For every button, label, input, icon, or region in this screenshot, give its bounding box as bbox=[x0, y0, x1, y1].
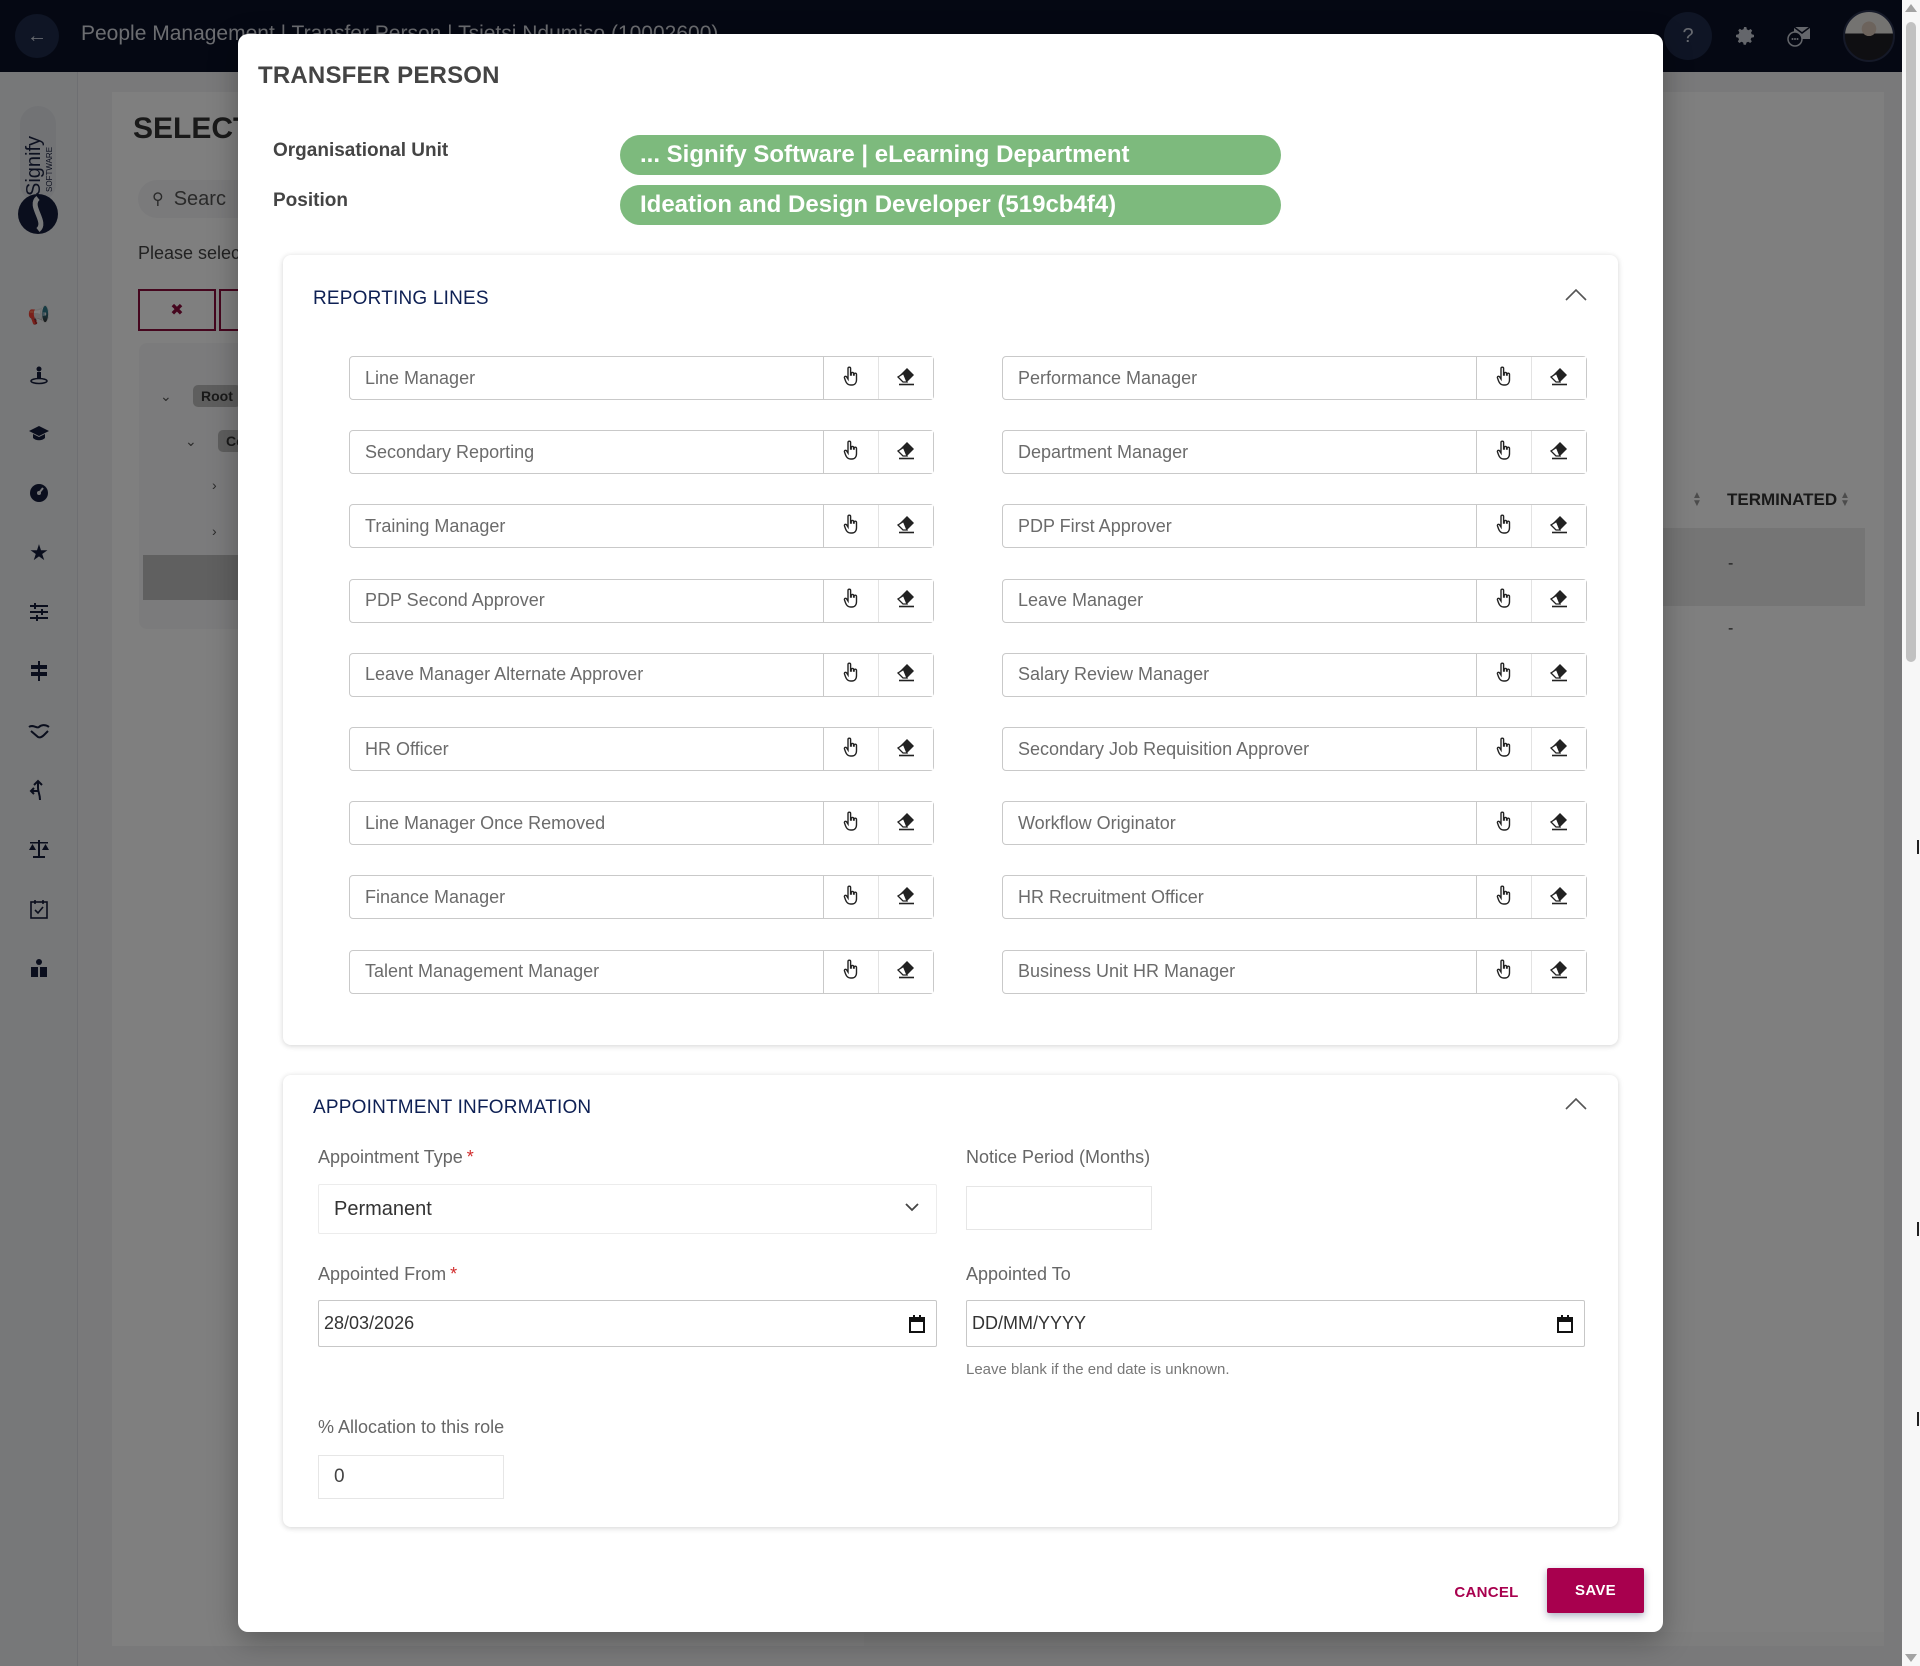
scroll-thumb[interactable] bbox=[1906, 22, 1916, 662]
eraser-icon bbox=[1548, 514, 1570, 539]
chevron-down-icon bbox=[904, 1202, 920, 1212]
appointment-info-card bbox=[283, 1075, 1618, 1527]
select-person-button[interactable] bbox=[1476, 802, 1531, 844]
appointment-type-label: Appointment Type * bbox=[318, 1147, 474, 1167]
reporting-line-field bbox=[349, 356, 934, 400]
select-person-button[interactable] bbox=[823, 357, 878, 399]
select-person-button[interactable] bbox=[1476, 431, 1531, 473]
eraser-icon bbox=[895, 885, 917, 910]
appointed-to-date-input[interactable]: DD/MM/YYYY bbox=[966, 1300, 1585, 1347]
reporting-line-input[interactable] bbox=[350, 505, 823, 547]
select-person-button[interactable] bbox=[823, 431, 878, 473]
appointment-info-title: APPOINTMENT INFORMATION bbox=[313, 1097, 592, 1118]
reporting-line-input[interactable] bbox=[1003, 951, 1476, 993]
appointed-to-help: Leave blank if the end date is unknown. bbox=[966, 1361, 1230, 1378]
reporting-line-field bbox=[1002, 727, 1587, 771]
clear-button[interactable] bbox=[878, 505, 933, 547]
select-person-button[interactable] bbox=[823, 654, 878, 696]
eraser-icon bbox=[895, 811, 917, 836]
clear-button[interactable] bbox=[1531, 431, 1586, 473]
reporting-line-field bbox=[349, 727, 934, 771]
clear-button[interactable] bbox=[878, 431, 933, 473]
appointment-info-collapse-button[interactable] bbox=[1562, 1090, 1590, 1118]
org-unit-value: ... Signify Software | eLearning Department bbox=[620, 135, 1281, 175]
reporting-line-field bbox=[1002, 801, 1587, 845]
cancel-button[interactable]: CANCEL bbox=[1437, 1570, 1536, 1614]
reporting-lines-card bbox=[283, 255, 1618, 1045]
clear-button[interactable] bbox=[878, 728, 933, 770]
allocation-label: % Allocation to this role bbox=[318, 1417, 505, 1437]
select-person-button[interactable] bbox=[1476, 876, 1531, 918]
clear-button[interactable] bbox=[878, 802, 933, 844]
chevron-up-icon bbox=[1565, 1098, 1587, 1110]
position-value: Ideation and Design Developer (519cb4f4) bbox=[620, 185, 1281, 225]
transfer-person-dialog bbox=[238, 34, 1663, 1632]
reporting-line-field bbox=[1002, 356, 1587, 400]
reporting-line-field bbox=[349, 504, 934, 548]
pointing-hand-icon bbox=[1496, 588, 1512, 613]
allocation-input[interactable] bbox=[318, 1455, 504, 1499]
reporting-line-input[interactable] bbox=[1003, 802, 1476, 844]
eraser-icon bbox=[895, 737, 917, 762]
select-person-button[interactable] bbox=[1476, 357, 1531, 399]
pointing-hand-icon bbox=[843, 885, 859, 910]
reporting-lines-collapse-button[interactable] bbox=[1562, 281, 1590, 309]
reporting-line-input[interactable] bbox=[350, 951, 823, 993]
appointed-to-label: Appointed To bbox=[966, 1264, 1071, 1284]
pointing-hand-icon bbox=[843, 811, 859, 836]
reporting-line-field bbox=[1002, 579, 1587, 623]
scroll-down-arrow-icon[interactable] bbox=[1905, 1654, 1917, 1662]
eraser-icon bbox=[895, 366, 917, 391]
calendar-icon[interactable] bbox=[908, 1314, 926, 1334]
reporting-line-input[interactable] bbox=[1003, 876, 1476, 918]
clear-button[interactable] bbox=[1531, 357, 1586, 399]
appointed-from-label: Appointed From * bbox=[318, 1264, 458, 1284]
pointing-hand-icon bbox=[1496, 959, 1512, 984]
eraser-icon bbox=[895, 588, 917, 613]
eraser-icon bbox=[1548, 959, 1570, 984]
reporting-line-input[interactable] bbox=[1003, 580, 1476, 622]
reporting-line-input[interactable] bbox=[1003, 505, 1476, 547]
save-button[interactable]: SAVE bbox=[1547, 1568, 1644, 1613]
reporting-line-input[interactable] bbox=[1003, 654, 1476, 696]
eraser-icon bbox=[1548, 662, 1570, 687]
dialog-title: TRANSFER PERSON bbox=[258, 62, 500, 89]
pointing-hand-icon bbox=[1496, 811, 1512, 836]
reporting-line-input[interactable] bbox=[1003, 728, 1476, 770]
eraser-icon bbox=[1548, 885, 1570, 910]
scroll-marker bbox=[1917, 1222, 1919, 1236]
select-person-button[interactable] bbox=[1476, 951, 1531, 993]
clear-button[interactable] bbox=[1531, 802, 1586, 844]
clear-button[interactable] bbox=[1531, 505, 1586, 547]
eraser-icon bbox=[895, 959, 917, 984]
eraser-icon bbox=[1548, 811, 1570, 836]
eraser-icon bbox=[1548, 440, 1570, 465]
pointing-hand-icon bbox=[843, 959, 859, 984]
reporting-line-input[interactable] bbox=[1003, 431, 1476, 473]
eraser-icon bbox=[895, 514, 917, 539]
required-marker: * bbox=[466, 1147, 474, 1167]
pointing-hand-icon bbox=[843, 737, 859, 762]
reporting-line-field bbox=[349, 579, 934, 623]
pointing-hand-icon bbox=[1496, 737, 1512, 762]
clear-button[interactable] bbox=[878, 654, 933, 696]
select-person-button[interactable] bbox=[1476, 654, 1531, 696]
pointing-hand-icon bbox=[1496, 662, 1512, 687]
eraser-icon bbox=[1548, 588, 1570, 613]
reporting-line-input[interactable] bbox=[350, 431, 823, 473]
appointed-from-date-input[interactable]: 28/03/2026 bbox=[318, 1300, 937, 1347]
pointing-hand-icon bbox=[1496, 440, 1512, 465]
select-person-button[interactable] bbox=[1476, 580, 1531, 622]
reporting-line-field bbox=[1002, 504, 1587, 548]
scroll-marker bbox=[1917, 840, 1919, 854]
reporting-line-input[interactable] bbox=[350, 580, 823, 622]
eraser-icon bbox=[895, 662, 917, 687]
reporting-line-input[interactable] bbox=[1003, 357, 1476, 399]
select-person-button[interactable] bbox=[823, 728, 878, 770]
reporting-line-input[interactable] bbox=[350, 654, 823, 696]
scroll-up-arrow-icon[interactable] bbox=[1905, 4, 1917, 12]
pointing-hand-icon bbox=[1496, 366, 1512, 391]
select-person-button[interactable] bbox=[823, 876, 878, 918]
select-person-button[interactable] bbox=[823, 505, 878, 547]
reporting-line-field bbox=[349, 875, 934, 919]
eraser-icon bbox=[895, 440, 917, 465]
calendar-icon[interactable] bbox=[1556, 1314, 1574, 1334]
select-person-button[interactable] bbox=[1476, 505, 1531, 547]
select-person-button[interactable] bbox=[823, 580, 878, 622]
appointment-type-select[interactable]: Permanent bbox=[318, 1184, 937, 1234]
pointing-hand-icon bbox=[843, 588, 859, 613]
reporting-line-field bbox=[1002, 875, 1587, 919]
pointing-hand-icon bbox=[843, 440, 859, 465]
notice-period-label: Notice Period (Months) bbox=[966, 1147, 1151, 1167]
clear-button[interactable] bbox=[878, 876, 933, 918]
reporting-line-field bbox=[349, 801, 934, 845]
reporting-line-input[interactable] bbox=[350, 802, 823, 844]
reporting-line-field bbox=[349, 653, 934, 697]
reporting-line-field bbox=[349, 430, 934, 474]
reporting-line-input[interactable] bbox=[350, 728, 823, 770]
scroll-marker bbox=[1917, 1412, 1919, 1426]
clear-button[interactable] bbox=[878, 580, 933, 622]
reporting-line-field bbox=[1002, 950, 1587, 994]
pointing-hand-icon bbox=[843, 662, 859, 687]
clear-button[interactable] bbox=[1531, 728, 1586, 770]
pointing-hand-icon bbox=[843, 514, 859, 539]
clear-button[interactable] bbox=[1531, 580, 1586, 622]
pointing-hand-icon bbox=[843, 366, 859, 391]
reporting-line-field bbox=[1002, 653, 1587, 697]
clear-button[interactable] bbox=[1531, 876, 1586, 918]
reporting-line-input[interactable] bbox=[350, 876, 823, 918]
org-unit-label: Organisational Unit bbox=[273, 140, 449, 161]
eraser-icon bbox=[1548, 737, 1570, 762]
select-person-button[interactable] bbox=[823, 802, 878, 844]
required-marker: * bbox=[450, 1264, 458, 1284]
clear-button[interactable] bbox=[1531, 951, 1586, 993]
reporting-line-field bbox=[349, 950, 934, 994]
pointing-hand-icon bbox=[1496, 885, 1512, 910]
position-label: Position bbox=[273, 190, 348, 211]
pointing-hand-icon bbox=[1496, 514, 1512, 539]
reporting-lines-title: REPORTING LINES bbox=[313, 288, 489, 309]
clear-button[interactable] bbox=[878, 951, 933, 993]
select-person-button[interactable] bbox=[823, 951, 878, 993]
chevron-up-icon bbox=[1565, 289, 1587, 301]
page-scrollbar[interactable] bbox=[1902, 0, 1920, 1666]
reporting-line-field bbox=[1002, 430, 1587, 474]
eraser-icon bbox=[1548, 366, 1570, 391]
clear-button[interactable] bbox=[878, 357, 933, 399]
reporting-line-input[interactable] bbox=[350, 357, 823, 399]
notice-period-input[interactable] bbox=[966, 1186, 1152, 1230]
select-person-button[interactable] bbox=[1476, 728, 1531, 770]
clear-button[interactable] bbox=[1531, 654, 1586, 696]
